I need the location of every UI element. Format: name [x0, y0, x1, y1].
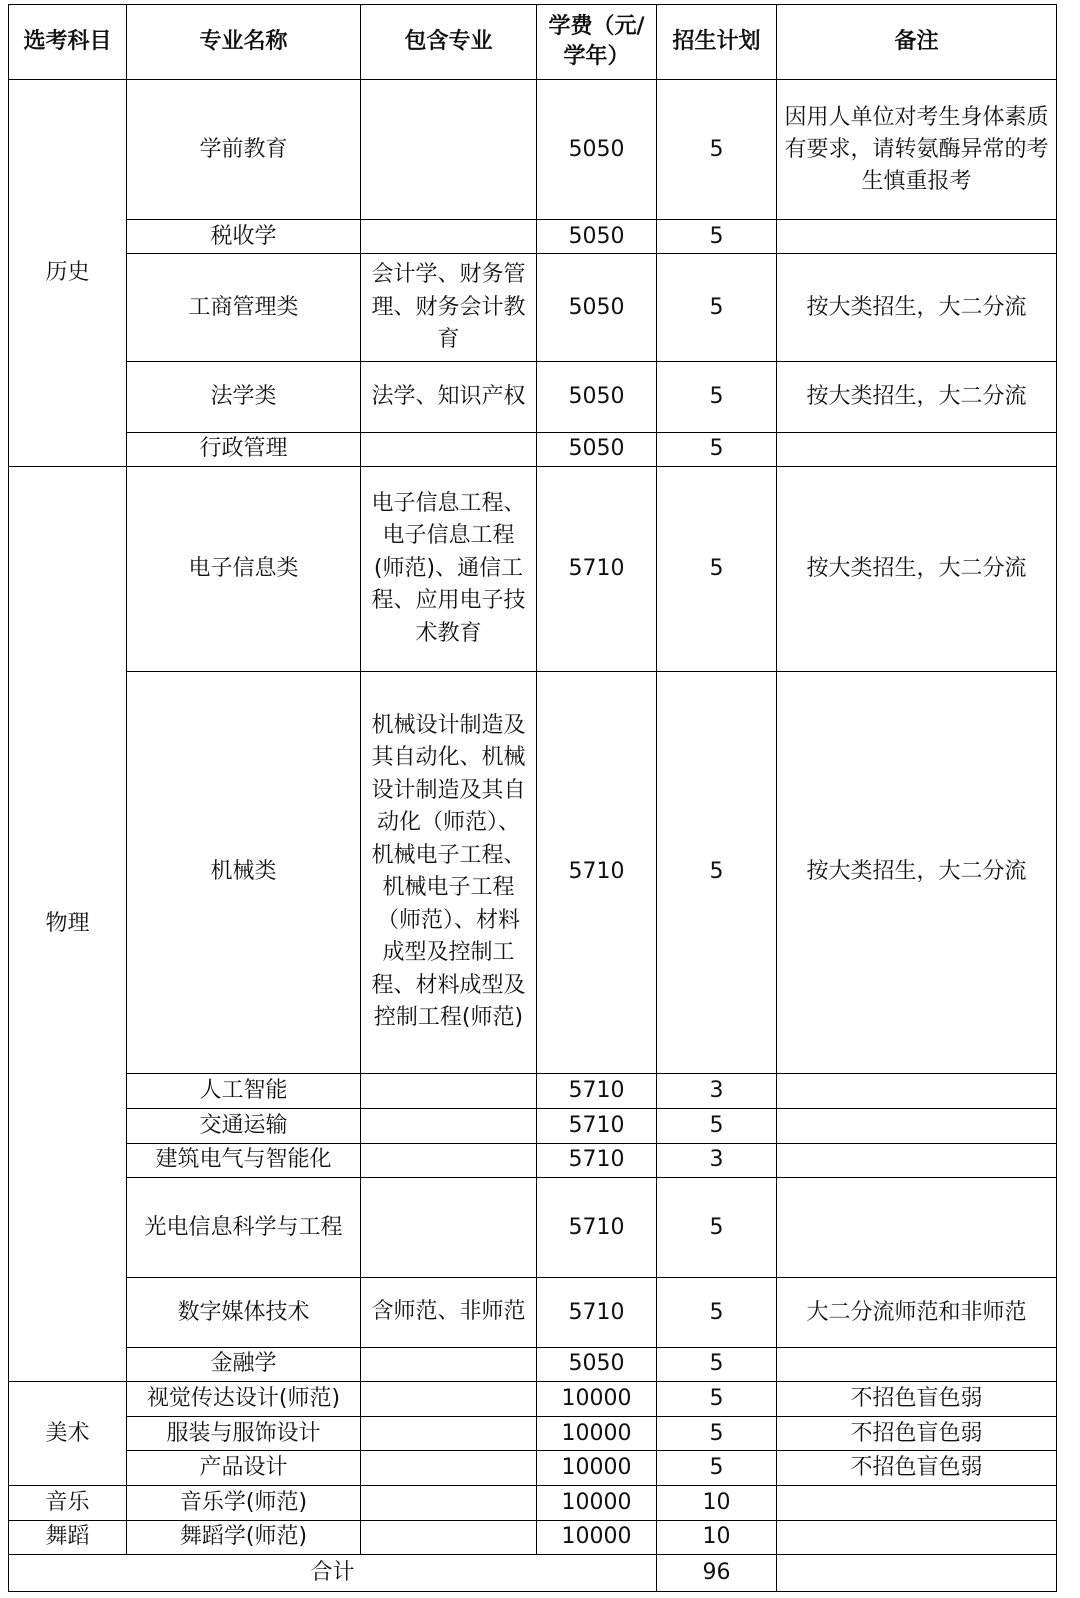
- major-cell: 电子信息类: [127, 467, 361, 672]
- subject-cell-music: 音乐: [9, 1486, 127, 1521]
- includes-cell: [361, 1382, 537, 1417]
- header-includes: 包含专业: [361, 5, 537, 80]
- plan-cell: 5: [657, 671, 777, 1073]
- plan-cell: 5: [657, 254, 777, 362]
- table-row: [9, 432, 1057, 467]
- table-row: [9, 1347, 1057, 1382]
- header-row: [9, 5, 1057, 80]
- includes-cell: 电子信息工程、电子信息工程(师范)、通信工程、应用电子技术教育: [361, 467, 537, 672]
- note-cell: [777, 1520, 1057, 1555]
- plan-cell: 5: [657, 1109, 777, 1144]
- plan-cell: 5: [657, 1416, 777, 1451]
- tuition-cell: 5710: [537, 1109, 657, 1144]
- note-cell: 不招色盲色弱: [777, 1416, 1057, 1451]
- plan-cell: 3: [657, 1073, 777, 1109]
- subject-cell-history: 历史: [9, 80, 127, 467]
- plan-cell: 5: [657, 1451, 777, 1486]
- tuition-cell: 5710: [537, 1144, 657, 1178]
- major-cell: 机械类: [127, 671, 361, 1073]
- major-cell: 交通运输: [127, 1109, 361, 1144]
- includes-cell: [361, 1073, 537, 1109]
- plan-cell: 5: [657, 432, 777, 467]
- includes-cell: [361, 1486, 537, 1521]
- table-row: [9, 254, 1057, 362]
- header-plan: 招生计划: [657, 5, 777, 80]
- table-row: [9, 671, 1057, 1073]
- major-cell: 建筑电气与智能化: [127, 1144, 361, 1178]
- tuition-cell: 5050: [537, 432, 657, 467]
- total-label: 合计: [9, 1555, 657, 1592]
- table-row: [9, 1382, 1057, 1417]
- table-row: [9, 362, 1057, 432]
- tuition-cell: 5050: [537, 362, 657, 432]
- includes-cell: [361, 1177, 537, 1278]
- subject-cell-dance: 舞蹈: [9, 1520, 127, 1555]
- major-cell: 金融学: [127, 1347, 361, 1382]
- major-cell: 光电信息科学与工程: [127, 1177, 361, 1278]
- note-cell: [777, 1109, 1057, 1144]
- major-cell: 音乐学(师范): [127, 1486, 361, 1521]
- note-cell: 按大类招生，大二分流: [777, 671, 1057, 1073]
- admission-plan-table: [8, 4, 1057, 1592]
- note-cell: [777, 1347, 1057, 1382]
- tuition-cell: 10000: [537, 1416, 657, 1451]
- header-subject: 选考科目: [9, 5, 127, 80]
- includes-cell: [361, 219, 537, 254]
- note-cell: 大二分流师范和非师范: [777, 1278, 1057, 1347]
- includes-cell: [361, 1520, 537, 1555]
- major-cell: 行政管理: [127, 432, 361, 467]
- total-row: [9, 1555, 1057, 1592]
- plan-cell: 5: [657, 467, 777, 672]
- table-row: [9, 1416, 1057, 1451]
- plan-cell: 5: [657, 1177, 777, 1278]
- major-cell: 学前教育: [127, 80, 361, 219]
- major-cell: 工商管理类: [127, 254, 361, 362]
- includes-cell: [361, 432, 537, 467]
- note-cell: 不招色盲色弱: [777, 1382, 1057, 1417]
- includes-cell: 含师范、非师范: [361, 1278, 537, 1347]
- total-note-cell: [777, 1555, 1057, 1592]
- tuition-cell: 10000: [537, 1520, 657, 1555]
- table-row: [9, 1451, 1057, 1486]
- note-cell: [777, 1177, 1057, 1278]
- tuition-cell: 5710: [537, 1278, 657, 1347]
- major-cell: 视觉传达设计(师范): [127, 1382, 361, 1417]
- plan-cell: 10: [657, 1486, 777, 1521]
- note-cell: 按大类招生，大二分流: [777, 254, 1057, 362]
- table-row: [9, 1486, 1057, 1521]
- note-cell: [777, 1073, 1057, 1109]
- major-cell: 法学类: [127, 362, 361, 432]
- table-row: [9, 1278, 1057, 1347]
- includes-cell: 法学、知识产权: [361, 362, 537, 432]
- tuition-cell: 10000: [537, 1451, 657, 1486]
- tuition-cell: 5710: [537, 1073, 657, 1109]
- plan-cell: 5: [657, 362, 777, 432]
- includes-cell: [361, 1109, 537, 1144]
- note-cell: [777, 1144, 1057, 1178]
- plan-cell: 5: [657, 1347, 777, 1382]
- includes-cell: [361, 80, 537, 219]
- subject-cell-art: 美术: [9, 1382, 127, 1486]
- major-cell: 服装与服饰设计: [127, 1416, 361, 1451]
- plan-cell: 10: [657, 1520, 777, 1555]
- tuition-cell: 5710: [537, 467, 657, 672]
- includes-cell: 机械设计制造及其自动化、机械设计制造及其自动化（师范）、机械电子工程、机械电子工程（师范）、材料成型及控制工程、材料成型及控制工程(师范): [361, 671, 537, 1073]
- note-cell: [777, 432, 1057, 467]
- tuition-cell: 10000: [537, 1486, 657, 1521]
- major-cell: 数字媒体技术: [127, 1278, 361, 1347]
- includes-cell: [361, 1347, 537, 1382]
- note-cell: 不招色盲色弱: [777, 1451, 1057, 1486]
- major-cell: 产品设计: [127, 1451, 361, 1486]
- includes-cell: [361, 1144, 537, 1178]
- tuition-cell: 10000: [537, 1382, 657, 1417]
- tuition-cell: 5050: [537, 1347, 657, 1382]
- table-row: [9, 1109, 1057, 1144]
- includes-cell: 会计学、财务管理、财务会计教育: [361, 254, 537, 362]
- table-row: [9, 1073, 1057, 1109]
- plan-cell: 5: [657, 80, 777, 219]
- table-row: [9, 80, 1057, 219]
- tuition-cell: 5050: [537, 80, 657, 219]
- header-tuition: 学费（元/学年）: [537, 5, 657, 80]
- tuition-cell: 5710: [537, 1177, 657, 1278]
- major-cell: 税收学: [127, 219, 361, 254]
- plan-cell: 5: [657, 1278, 777, 1347]
- table-row: [9, 1144, 1057, 1178]
- table-row: [9, 1177, 1057, 1278]
- note-cell: 按大类招生，大二分流: [777, 362, 1057, 432]
- table-row: [9, 467, 1057, 672]
- tuition-cell: 5710: [537, 671, 657, 1073]
- header-note: 备注: [777, 5, 1057, 80]
- total-plan: 96: [657, 1555, 777, 1592]
- subject-cell-physics: 物理: [9, 467, 127, 1382]
- major-cell: 舞蹈学(师范): [127, 1520, 361, 1555]
- note-cell: [777, 219, 1057, 254]
- note-cell: 按大类招生，大二分流: [777, 467, 1057, 672]
- tuition-cell: 5050: [537, 254, 657, 362]
- tuition-cell: 5050: [537, 219, 657, 254]
- plan-cell: 3: [657, 1144, 777, 1178]
- major-cell: 人工智能: [127, 1073, 361, 1109]
- table-row: [9, 219, 1057, 254]
- header-major: 专业名称: [127, 5, 361, 80]
- note-cell: [777, 1486, 1057, 1521]
- plan-cell: 5: [657, 219, 777, 254]
- note-cell: 因用人单位对考生身体素质有要求，请转氨酶异常的考生慎重报考: [777, 80, 1057, 219]
- includes-cell: [361, 1416, 537, 1451]
- plan-cell: 5: [657, 1382, 777, 1417]
- includes-cell: [361, 1451, 537, 1486]
- table-row: [9, 1520, 1057, 1555]
